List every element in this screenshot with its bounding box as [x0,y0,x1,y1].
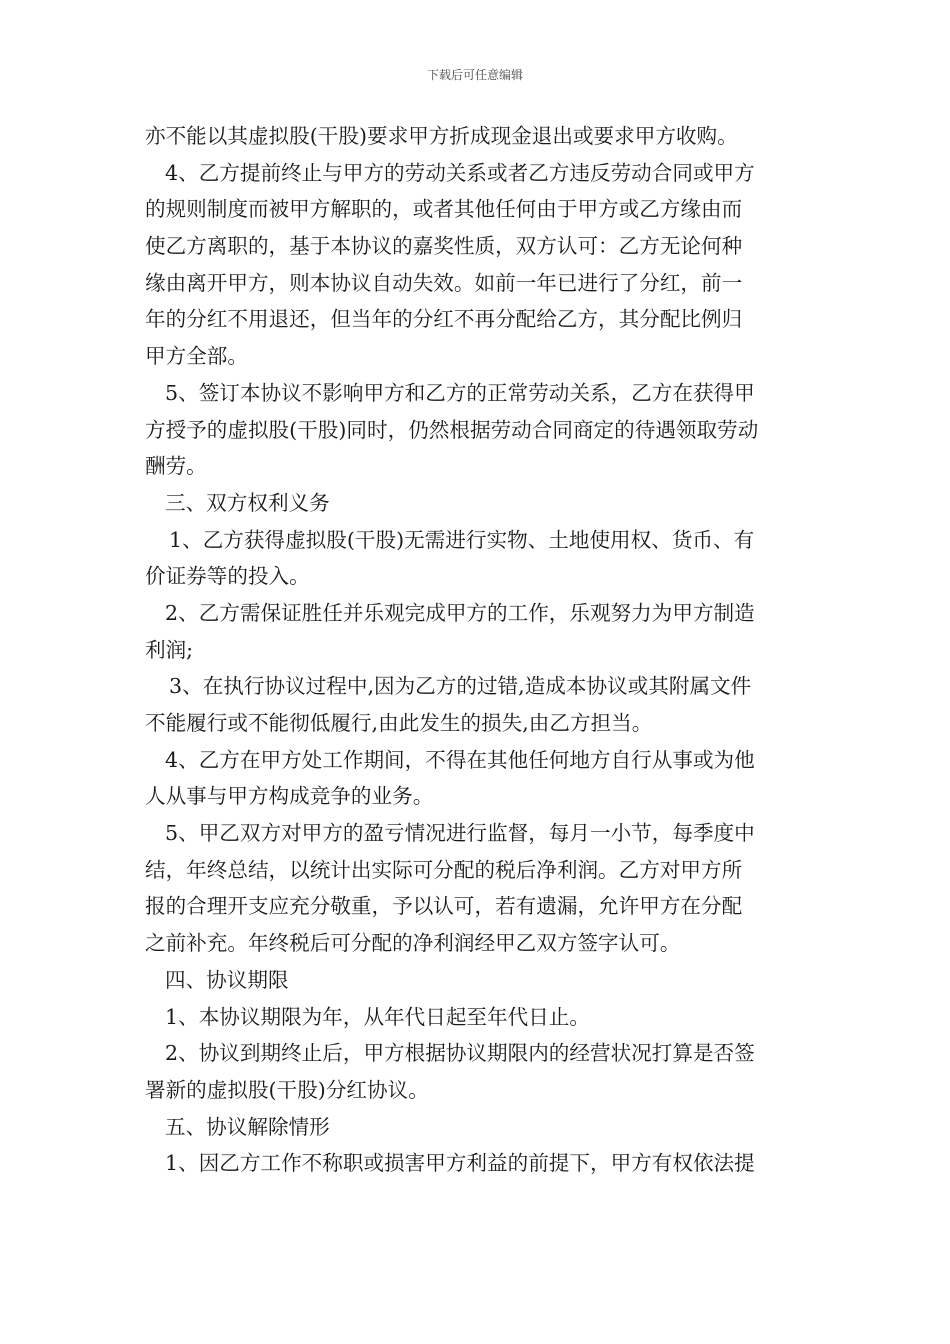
paragraph [145,742,810,815]
text-line: 署新的虚拟股(干股)分红协议。 [145,1077,429,1102]
text-line: 价证券等的投入。 [145,564,310,589]
text-line: 3、在执行协议过程中,因为乙方的过错,造成本协议或其附属文件 [169,674,752,699]
paragraph [145,375,810,485]
text-line: 5、签订本协议不影响甲方和乙方的正常劳动关系，乙方在获得甲 [165,380,755,405]
text-line: 方授予的虚拟股(干股)同时，仍然根据劳动合同商定的待遇领取劳动 [145,417,759,442]
text-line: 酬劳。 [145,454,207,479]
text-line: 不能履行或不能彻低履行,由此发生的损失,由乙方担当。 [145,711,653,735]
text-line: 缘由离开甲方，则本协议自动失效。如前一年已进行了分红，前一 [145,270,743,295]
text-line: 1、乙方获得虚拟股(干股)无需进行实物、土地使用权、货币、有 [169,527,755,552]
text-line: 甲方全部。 [145,344,248,369]
paragraph [145,999,810,1036]
text-line: 使乙方离职的，基于本协议的嘉奖性质，双方认可：乙方无论何种 [145,234,743,259]
page-header: 下载后可任意编辑 [426,68,523,82]
section-heading [145,1109,810,1146]
text-line: 年的分红不用退还，但当年的分红不再分配给乙方，其分配比例归 [145,307,743,332]
text-line: 4、乙方在甲方处工作期间，不得在其他任何地方自行从事或为他 [165,747,755,772]
section-heading [145,962,810,999]
paragraph [145,595,810,668]
text-line: 人从事与甲方构成竞争的业务。 [145,784,434,809]
heading-text: 五、协议解除情形 [165,1114,330,1139]
text-line: 报的合理开支应充分敬重，予以认可，若有遗漏，允许甲方在分配 [145,894,743,919]
text-line: 结，年终总结，以统计出实际可分配的税后净利润。乙方对甲方所 [145,857,743,882]
text-line: 2、协议到期终止后，甲方根据协议期限内的经营状况打算是否签 [165,1041,755,1066]
text-line: 1、因乙方工作不称职或损害甲方利益的前提下，甲方有权依法提 [165,1151,755,1176]
paragraph [145,1035,810,1108]
paragraph [145,522,810,595]
paragraph [145,1145,810,1182]
paragraph [145,668,810,741]
text-line: 之前补充。年终税后可分配的净利润经甲乙双方签字认可。 [145,931,681,956]
paragraph [145,155,810,375]
text-line: 的规则制度而被甲方解职的，或者其他任何由于甲方或乙方缘由而 [145,197,743,222]
text-line: 利润; [145,637,194,662]
text-line: 1、本协议期限为年，从年代日起至年代日止。 [165,1004,590,1029]
section-heading [145,485,810,522]
text-line: 5、甲乙双方对甲方的盈亏情况进行监督，每月一小节，每季度中 [165,821,755,846]
paragraph [145,815,810,962]
text-line: 亦不能以其虚拟股(干股)要求甲方折成现金退出或要求甲方收购。 [145,124,738,148]
heading-text: 四、协议期限 [165,967,289,992]
paragraph [145,118,810,155]
text-line: 2、乙方需保证胜任并乐观完成甲方的工作，乐观努力为甲方制造 [165,600,755,625]
text-line: 4、乙方提前终止与甲方的劳动关系或者乙方违反劳动合同或甲方 [165,160,755,185]
document-body [145,118,810,1182]
heading-text: 三、双方权利义务 [165,490,330,515]
